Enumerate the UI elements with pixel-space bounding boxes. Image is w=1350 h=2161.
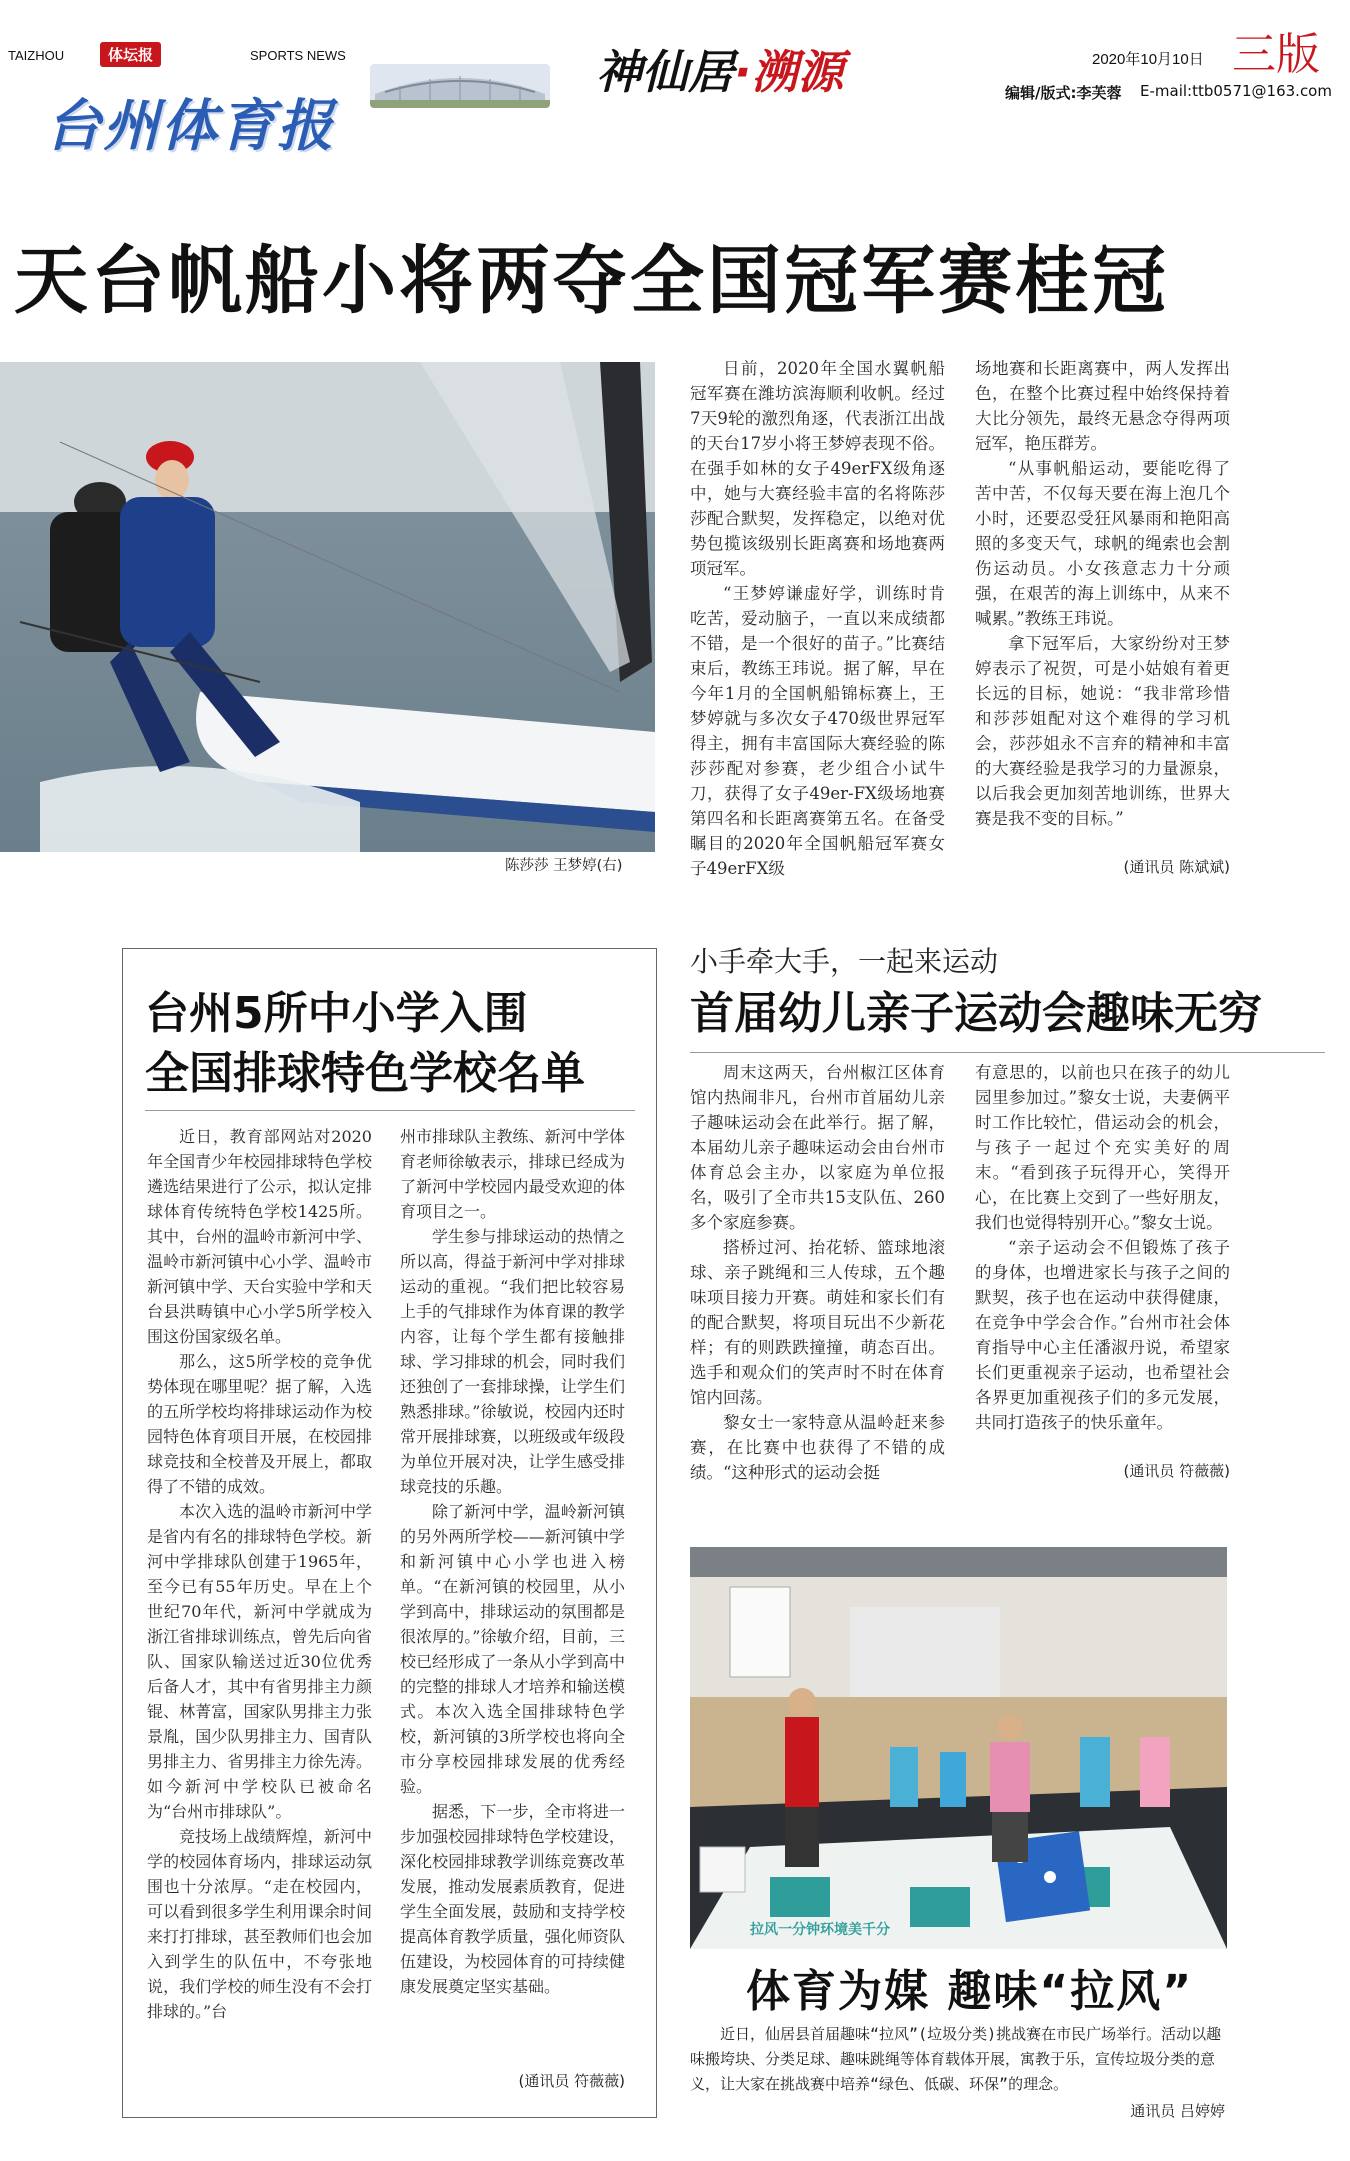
sailing-col1: [690, 356, 945, 881]
garbage-sorting-photo: [690, 1547, 1227, 1949]
paragraph: 拿下冠军后，大家纷纷对王梦婷表示了祝贺，可是小姑娘有着更长远的目标，她说：“我非常珍惜和莎莎姐配对这个难得的学习机会，莎莎姐永不言弃的精神和丰富的大赛经验是我学习的力量源泉，以后我会更加刻苦地训练，世界大赛是我不变的目标。”: [975, 634, 1230, 828]
headline-sailing: 天台帆船小将两夺全国冠军赛桂冠: [14, 238, 1169, 324]
volleyball-col1: [147, 1124, 372, 2024]
garbage-sorting-body: [690, 2022, 1227, 2097]
parent-child-col1: [690, 1060, 945, 1485]
sports-news-en: SPORTS NEWS: [250, 48, 346, 63]
paragraph: 搭桥过河、抬花轿、篮球地滚球、亲子跳绳和三人传球，五个趣味项目接力开赛。萌娃和家长们有的配合默契，将项目玩出不少新花样；有的则跌跌撞撞，萌态百出。选手和观众们的笑声时不时在体育馆内回荡。: [690, 1238, 945, 1407]
editor-email: E-mail:ttb0571@163.com: [1140, 82, 1332, 100]
volleyball-title: [145, 984, 645, 1104]
paragraph: 那么，这5所学校的竞争优势体现在哪里呢？据了解，入选的五所学校均将排球运动作为校园特色体育项目开展，在校园排球竞技和全校普及开展上，都取得了不错的成效。: [147, 1352, 372, 1496]
paragraph: 竞技场上战绩辉煌，新河中学的校园体育场内，排球运动氛围也十分浓厚。“走在校园内，可以看到很多学生利用课余时间来打打排球，甚至教师们也会加入到学生的队伍中，不夸张地说，我们学校的师生没有不会打排球的。”台: [147, 1827, 372, 2021]
column-name: [596, 36, 843, 102]
sailing-photo-caption: 陈莎莎 王梦婷(右): [505, 858, 623, 874]
paragraph: 州市排球队主教练、新河中学体育老师徐敏表示，排球已经成为了新河中学校园内最受欢迎的体育项目之一。: [400, 1127, 625, 1221]
sailing-col2: [975, 356, 1230, 831]
volleyball-title-line2: 全国排球特色学校名单: [145, 1048, 585, 1099]
paragraph: 除了新河中学，温岭新河镇的另外两所学校——新河镇中学和新河镇中心小学也进入榜单。“在新河镇的校园里，从小学到高中，排球运动的氛围都是很浓厚的。”徐敏介绍，目前，三校已经形成了一条从小学到高中的完整的排球人才培养和输送模式。本次入选全国排球特色学校，新河镇的3所学校也将向全市分享校园排球发展的优秀经验。: [400, 1502, 625, 1796]
paragraph: 近日，仙居县首届趣味“拉风”(垃圾分类)挑战赛在市民广场举行。活动以趣味搬垮块、分类足球、趣味跳绳等体育载体开展，寓教于乐，宣传垃圾分类的意义，让大家在挑战赛中培养“绿色、低碳、环保”的理念。: [690, 2025, 1222, 2093]
paragraph: 黎女士一家特意从温岭赶来参赛，在比赛中也获得了不错的成绩。“这种形式的运动会挺: [690, 1413, 945, 1482]
paragraph: “亲子运动会不但锻炼了孩子的身体，也增进家长与孩子之间的默契，孩子也在运动中获得健康，在竞争中学会合作。”台州市社会体育指导中心主任潘淑丹说，希望家长们更重视亲子运动，也希望社会各界更加重视孩子们的多元发展，共同打造孩子的快乐童年。: [975, 1238, 1230, 1432]
paragraph: 周末这两天，台州椒江区体育馆内热闹非凡，台州市首届幼儿亲子趣味运动会在此举行。据了解，本届幼儿亲子趣味运动会由台州市体育总会主办，以家庭为单位报名，吸引了全市共15支队伍、260多个家庭参赛。: [690, 1063, 945, 1232]
parent-child-col2: [975, 1060, 1230, 1435]
paragraph: 日前，2020年全国水翼帆船冠军赛在潍坊滨海顺利收帆。经过7天9轮的激烈角逐，代表浙江出战的天台17岁小将王梦婷表现不俗。在强手如林的女子49erFX级角逐中，她与大赛经验丰富的名将陈莎莎配合默契，发挥稳定，以绝对优势包揽该级别长距离赛和场地赛两项冠军。: [690, 359, 945, 578]
column-name-dot: ·: [734, 45, 752, 99]
column-name-part2: 溯源: [751, 45, 844, 99]
paragraph: 有意思的，以前也只在孩子的幼儿园里参加过。”黎女士说，夫妻俩平时工作比较忙，借运动会的机会，与孩子一起过个充实美好的周末。“看到孩子玩得开心，笑得开心，在比赛上交到了一些好朋友，我们也觉得特别开心。”黎女士说。: [975, 1063, 1230, 1232]
volleyball-title-line1: 台州5所中小学入围: [145, 988, 528, 1039]
paragraph: 场地赛和长距离赛中，两人发挥出色，在整个比赛过程中始终保持着大比分领先，最终无悬念夺得两项冠军，艳压群芳。: [975, 359, 1230, 453]
paragraph: 近日，教育部网站对2020年全国青少年校园排球特色学校遴选结果进行了公示，拟认定排球体育传统特色学校1425所。其中，台州的温岭市新河中学、温岭市新河镇中心小学、温岭市新河镇中学、天台实验中学和天台县洪畴镇中心小学5所学校入围这份国家级名单。: [147, 1127, 372, 1346]
column-name-part1: 神仙居: [596, 45, 734, 99]
divider: [145, 1110, 635, 1111]
taizhou-en: TAIZHOU: [8, 48, 65, 63]
paragraph: 学生参与排球运动的热情之所以高，得益于新河中学对排球运动的重视。“我们把比较容易上手的气排球作为体育课的教学内容，让每个学生都有接触排球、学习排球的机会，同时我们还独创了一套排球操，让学生们熟悉排球。”徐敏说，校园内还时常开展排球赛，以班级或年级段为单位开展对决，让学生感受排球竞技的乐趣。: [400, 1227, 625, 1496]
paragraph: “从事帆船运动，要能吃得了苦中苦，不仅每天要在海上泡几个小时，还要忍受狂风暴雨和艳阳高照的多变天气，球帆的绳索也会割伤运动员。小女孩意志力十分顽强，在艰苦的海上训练中，从来不喊累。”教练王玮说。: [975, 459, 1230, 628]
sailing-photo: [0, 362, 655, 852]
mat-banner-text: 拉风一分钟环境美千分: [750, 1922, 890, 1938]
garbage-sorting-title: 体育为媒 趣味“拉风”: [746, 1966, 1194, 2017]
paper-logo: 体坛报: [100, 42, 161, 67]
garbage-sorting-credit: 通讯员 吕婷婷: [1130, 2102, 1225, 2120]
paragraph: 本次入选的温岭市新河中学是省内有名的排球特色学校。新河中学排球队创建于1965年，至今已有55年历史。早在上个世纪70年代，新河中学就成为浙江省排球训练点，曾先后向省队、国家队输送过近30位优秀后备人才，其中有省男排主力颜锟、林菁富，国家队男排主力张景胤，国少队男排主力、国青队男排主力、省男排主力徐先涛。如今新河中学校队已被命名为“台州市排球队”。: [147, 1502, 372, 1821]
parent-child-title: 首届幼儿亲子运动会趣味无穷: [690, 988, 1262, 1039]
parent-child-subtitle: 小手牵大手，一起来运动: [690, 945, 999, 978]
issue-date: 2020年10月10日: [1092, 51, 1204, 68]
stadium-image: [370, 64, 550, 108]
paragraph: “王梦婷谦虚好学，训练时肯吃苦，爱动脑子，一直以来成绩都不错，是一个很好的苗子。”比赛结束后，教练王玮说。据了解，早在今年1月的全国帆船锦标赛上，王梦婷就与多次女子470级世界冠军得主，拥有丰富国际大赛经验的陈莎莎配对参赛，老少组合小试牛刀，获得了女子49er-FX级场地赛第四名和长距离赛第五名。在备受瞩目的2020年全国帆船冠军赛女子49erFX级: [690, 584, 945, 878]
sailing-credit: (通讯员 陈斌斌): [1123, 858, 1230, 876]
parent-child-credit: (通讯员 符薇薇): [1123, 1462, 1230, 1480]
volleyball-col2: [400, 1124, 625, 1999]
paper-name: 台州体育报: [45, 94, 335, 159]
volleyball-credit: (通讯员 符薇薇): [518, 2072, 625, 2090]
editor-credit: 编辑/版式:李芙蓉: [1005, 84, 1122, 102]
divider: [690, 1052, 1325, 1053]
paragraph: 据悉，下一步，全市将进一步加强校园排球特色学校建设，深化校园排球教学训练竞赛改革发展，推动发展素质教育，促进学生全面发展，鼓励和支持学校提高体育教学质量，强化师资队伍建设，为校园体育的可持续健康发展奠定坚实基础。: [400, 1802, 625, 1996]
page-number: 三版: [1232, 29, 1320, 80]
